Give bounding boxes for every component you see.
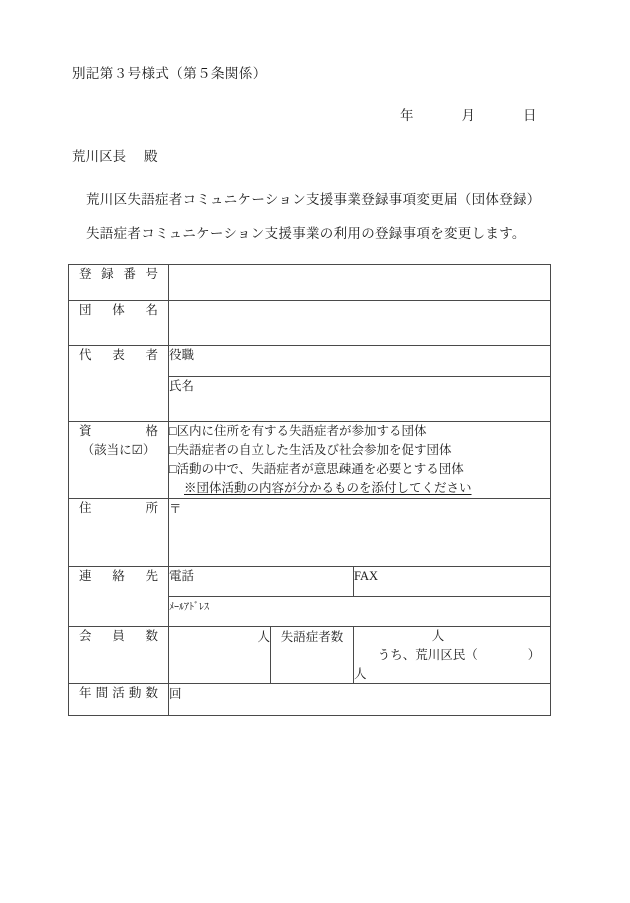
label-telephone: 電話: [169, 569, 195, 583]
registration-change-table: [68, 264, 551, 716]
field-aphasia-count[interactable]: [354, 627, 551, 684]
qualification-option-2[interactable]: □失語症者の自立した生活及び社会参加を促す団体: [169, 443, 452, 457]
label-contact: 連絡先: [69, 567, 169, 627]
qualification-option-3[interactable]: □活動の中で、失語症者が意思疎通を必要とする団体: [169, 462, 464, 476]
form-code: 別記第３号様式（第５条関係）: [72, 66, 267, 81]
field-address[interactable]: [169, 499, 551, 567]
table-row-registration-number: [69, 265, 551, 301]
label-qualification-hint: （該当に☑）: [81, 442, 156, 457]
table-row-address: [69, 499, 551, 567]
table-row-representative-position: [69, 346, 551, 377]
label-address: 住所: [69, 499, 169, 567]
label-organization-name: 団体名: [69, 301, 169, 346]
table-row-contact-phone: [69, 567, 551, 597]
label-representative-position: 役職: [169, 348, 195, 362]
label-annual-activities: 年間活動数: [69, 684, 169, 716]
unit-ward-resident: 人: [354, 666, 367, 681]
field-member-count[interactable]: [169, 627, 271, 684]
unit-annual-activities: 回: [169, 687, 182, 702]
label-aphasia-count: 失語症者数: [271, 627, 354, 684]
field-fax[interactable]: [354, 567, 551, 597]
field-mail-address[interactable]: [169, 597, 551, 627]
date-day-label: 日: [523, 108, 537, 123]
addressee-line: [72, 145, 158, 165]
unit-member-count: 人: [257, 630, 270, 644]
field-registration-number[interactable]: [169, 265, 551, 301]
label-fax: FAX: [354, 569, 379, 583]
addressee-honorific: 殿: [144, 149, 158, 164]
field-representative-position[interactable]: [169, 346, 551, 377]
field-annual-activities[interactable]: [169, 684, 551, 716]
qualification-note: ※団体活動の内容が分かるものを添付してください: [184, 481, 472, 495]
field-telephone[interactable]: [169, 567, 354, 597]
qualification-option-1[interactable]: □区内に住所を有する失語症者が参加する団体: [169, 424, 427, 438]
label-representative: 代表者: [69, 346, 169, 422]
label-mail-address: ﾒｰﾙｱﾄﾞﾚｽ: [169, 602, 209, 613]
label-member-count: 会員数: [69, 627, 169, 684]
date-month-label: 月: [461, 108, 475, 123]
table-row-organization-name: [69, 301, 551, 346]
label-representative-name: 氏名: [169, 379, 195, 393]
field-organization-name[interactable]: [169, 301, 551, 346]
table-row-qualification: [69, 422, 551, 499]
postal-mark-icon: 〒: [169, 502, 182, 516]
ward-resident-line[interactable]: うち、荒川区民（ ）: [377, 647, 541, 662]
field-representative-name[interactable]: [169, 377, 551, 422]
document-title: 荒川区失語症者コミュニケーション支援事業登録事項変更届（団体登録）: [86, 192, 541, 207]
table-row-annual-activities: [69, 684, 551, 716]
date-year-label: 年: [400, 108, 414, 123]
label-registration-number: 登録番号: [69, 265, 169, 301]
unit-aphasia-count: 人: [431, 629, 445, 643]
label-qualification: 資格 （該当に☑）: [69, 422, 169, 499]
date-line: [400, 104, 537, 124]
lead-statement: 失語症者コミュニケーション支援事業の利用の登録事項を変更します。: [86, 226, 526, 241]
addressee-name: 荒川区長: [72, 149, 126, 164]
qualification-options: [169, 422, 551, 499]
table-row-members: [69, 627, 551, 684]
